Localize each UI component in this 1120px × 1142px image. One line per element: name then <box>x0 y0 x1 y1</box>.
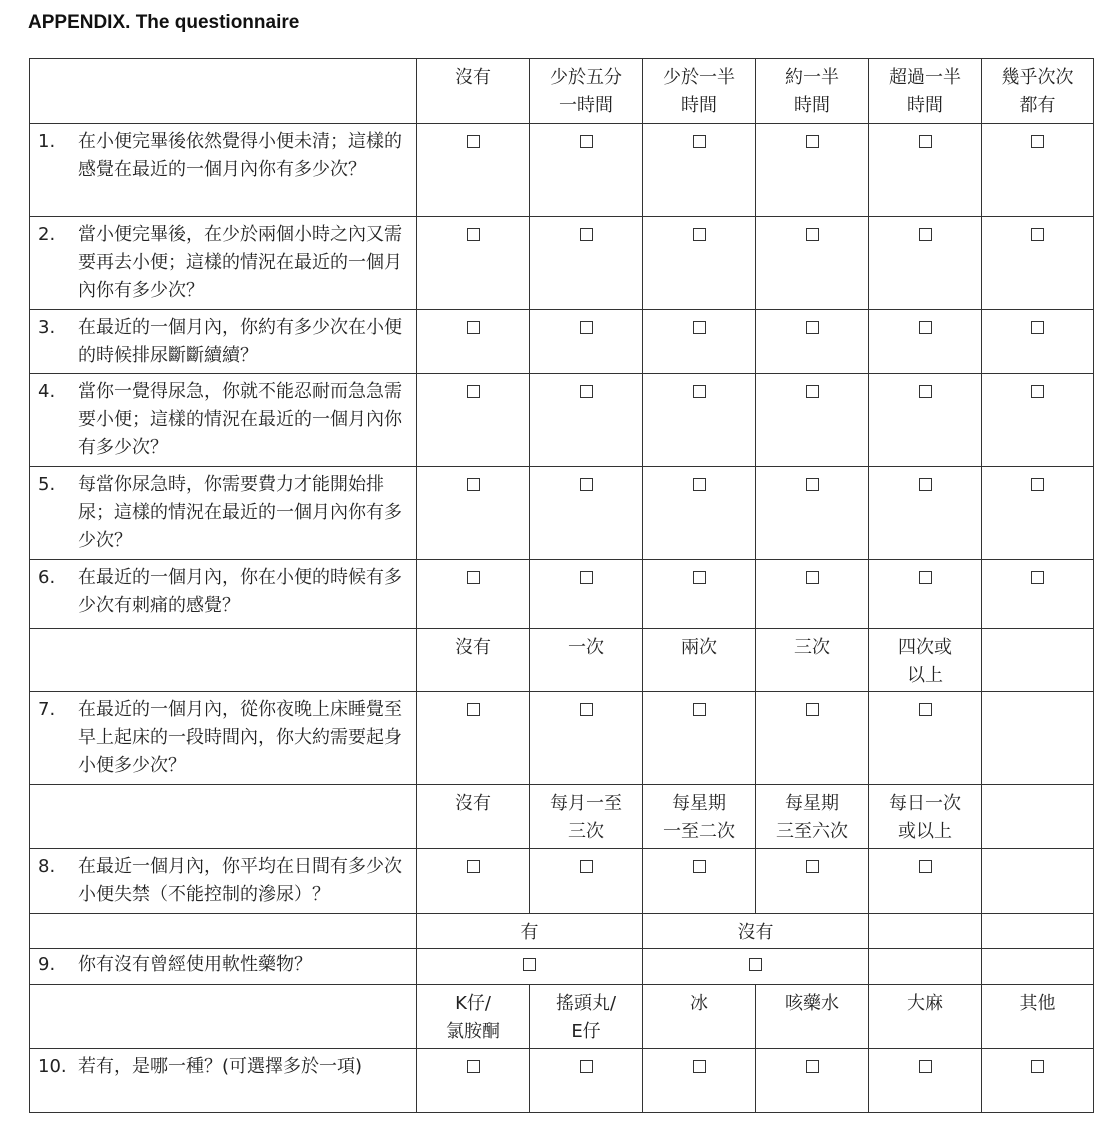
answer-option-header: 每日一次 或以上 <box>869 785 982 849</box>
answer-option-header: 咳藥水 <box>756 985 869 1049</box>
answer-checkbox[interactable] <box>1031 321 1044 334</box>
question-number: 9. <box>38 954 56 975</box>
answer-checkbox[interactable] <box>693 703 706 716</box>
question-number: 4. <box>38 381 56 402</box>
answer-cell <box>643 560 756 629</box>
answer-checkbox[interactable] <box>919 860 932 873</box>
answer-checkbox[interactable] <box>580 860 593 873</box>
answer-cell <box>417 1049 530 1113</box>
answer-checkbox[interactable] <box>919 703 932 716</box>
question-cell <box>30 692 417 785</box>
answer-cell <box>530 217 643 310</box>
answer-checkbox[interactable] <box>580 571 593 584</box>
question-number: 2. <box>38 224 56 245</box>
question-row <box>30 124 1094 217</box>
answer-checkbox[interactable] <box>806 321 819 334</box>
answer-cell <box>869 124 982 217</box>
answer-option-header: 搖頭丸/ E仔 <box>530 985 643 1049</box>
answer-checkbox[interactable] <box>1031 135 1044 148</box>
answer-cell <box>869 849 982 914</box>
answer-cell <box>643 217 756 310</box>
answer-cell <box>869 467 982 560</box>
question-text: 你有沒有曾經使用軟性藥物？ <box>78 954 312 975</box>
answer-checkbox[interactable] <box>467 571 480 584</box>
answer-checkbox[interactable] <box>1031 571 1044 584</box>
answer-checkbox[interactable] <box>693 385 706 398</box>
answer-option-header: 三次 <box>756 629 869 692</box>
question-row <box>30 1049 1094 1113</box>
answer-option-header: 每月一至 三次 <box>530 785 643 849</box>
answer-option-header: 少於一半 時間 <box>643 59 756 124</box>
answer-cell <box>530 1049 643 1113</box>
answer-checkbox[interactable] <box>919 135 932 148</box>
answer-cell <box>756 124 869 217</box>
answer-option-header <box>982 629 1094 692</box>
answer-cell <box>417 310 530 374</box>
answer-cell <box>417 217 530 310</box>
answer-checkbox[interactable] <box>1031 228 1044 241</box>
answer-cell <box>982 374 1094 467</box>
answer-checkbox[interactable] <box>523 958 536 971</box>
scale-header-row <box>30 629 1094 692</box>
question-number: 5. <box>38 474 56 495</box>
question-text: 在最近的一個月內，從你夜晚上床睡覺至早上起床的一段時間內，你大約需要起身小便多少次？ <box>78 699 402 776</box>
answer-cell <box>417 560 530 629</box>
answer-cell <box>756 467 869 560</box>
answer-option-header: 每星期 一至二次 <box>643 785 756 849</box>
answer-option-header: 少於五分 一時間 <box>530 59 643 124</box>
answer-option-header: K仔/ 氯胺酮 <box>417 985 530 1049</box>
scale-header-row <box>30 59 1094 124</box>
answer-option-header: 四次或 以上 <box>869 629 982 692</box>
answer-checkbox[interactable] <box>806 703 819 716</box>
questionnaire-table <box>29 58 1094 1113</box>
blank-cell <box>30 914 417 949</box>
answer-checkbox[interactable] <box>749 958 762 971</box>
answer-cell <box>530 692 643 785</box>
answer-cell <box>982 467 1094 560</box>
question-cell <box>30 310 417 374</box>
answer-option-header: 冰 <box>643 985 756 1049</box>
question-cell <box>30 849 417 914</box>
question-cell <box>30 1049 417 1113</box>
answer-cell <box>417 124 530 217</box>
answer-checkbox[interactable] <box>806 1060 819 1073</box>
answer-checkbox[interactable] <box>580 1060 593 1073</box>
answer-checkbox[interactable] <box>806 385 819 398</box>
answer-checkbox[interactable] <box>1031 385 1044 398</box>
answer-checkbox[interactable] <box>693 321 706 334</box>
question-row <box>30 374 1094 467</box>
answer-checkbox[interactable] <box>919 321 932 334</box>
answer-checkbox[interactable] <box>467 385 480 398</box>
answer-cell <box>869 1049 982 1113</box>
answer-checkbox[interactable] <box>467 478 480 491</box>
question-text: 在最近一個月內，你平均在日間有多少次小便失禁（不能控制的滲尿）？ <box>78 856 402 905</box>
answer-checkbox[interactable] <box>806 135 819 148</box>
blank-cell <box>982 692 1094 785</box>
answer-checkbox[interactable] <box>919 1060 932 1073</box>
answer-checkbox[interactable] <box>806 571 819 584</box>
answer-cell <box>643 849 756 914</box>
answer-cell <box>417 467 530 560</box>
answer-option-header: 沒有 <box>417 59 530 124</box>
answer-cell <box>530 374 643 467</box>
answer-checkbox[interactable] <box>580 385 593 398</box>
answer-checkbox[interactable] <box>467 860 480 873</box>
answer-option-header: 兩次 <box>643 629 756 692</box>
question-text: 在最近的一個月內，你約有多少次在小便的時候排尿斷斷續續？ <box>78 317 402 366</box>
answer-checkbox[interactable] <box>467 703 480 716</box>
answer-option-header: 每星期 三至六次 <box>756 785 869 849</box>
question-row <box>30 467 1094 560</box>
answer-cell <box>643 949 869 985</box>
answer-cell <box>530 124 643 217</box>
answer-cell <box>756 849 869 914</box>
question-row <box>30 692 1094 785</box>
answer-checkbox[interactable] <box>806 860 819 873</box>
question-cell <box>30 217 417 310</box>
question-number: 10. <box>38 1056 67 1077</box>
blank-cell <box>30 629 417 692</box>
answer-checkbox[interactable] <box>919 571 932 584</box>
question-cell <box>30 467 417 560</box>
answer-option-header: 其他 <box>982 985 1094 1049</box>
answer-cell <box>417 849 530 914</box>
answer-checkbox[interactable] <box>580 478 593 491</box>
answer-checkbox[interactable] <box>919 228 932 241</box>
blank-cell <box>869 949 982 985</box>
answer-option-header: 大麻 <box>869 985 982 1049</box>
answer-option-header: 一次 <box>530 629 643 692</box>
answer-option-header: 幾乎次次 都有 <box>982 59 1094 124</box>
question-text: 每當你尿急時，你需要費力才能開始排尿；這樣的情況在最近的一個月內你有多少次？ <box>78 474 402 551</box>
answer-checkbox[interactable] <box>580 135 593 148</box>
answer-cell <box>869 374 982 467</box>
blank-cell <box>982 849 1094 914</box>
answer-cell <box>530 849 643 914</box>
answer-cell <box>417 692 530 785</box>
answer-cell <box>756 692 869 785</box>
answer-checkbox[interactable] <box>919 385 932 398</box>
answer-cell <box>643 374 756 467</box>
answer-option-header: 有 <box>417 914 643 949</box>
answer-option-header: 沒有 <box>417 785 530 849</box>
question-text: 若有，是哪一種？(可選擇多於一項) <box>78 1056 363 1077</box>
answer-cell <box>417 374 530 467</box>
answer-checkbox[interactable] <box>693 860 706 873</box>
answer-checkbox[interactable] <box>1031 478 1044 491</box>
question-text: 當小便完畢後，在少於兩個小時之內又需要再去小便；這樣的情況在最近的一個月內你有多少次？ <box>78 224 402 301</box>
answer-cell <box>643 692 756 785</box>
question-row <box>30 849 1094 914</box>
answer-cell <box>756 310 869 374</box>
answer-cell <box>530 467 643 560</box>
blank-cell <box>30 59 417 124</box>
question-number: 8. <box>38 856 56 877</box>
answer-option-header <box>982 785 1094 849</box>
answer-cell <box>982 1049 1094 1113</box>
answer-cell <box>756 374 869 467</box>
answer-cell <box>982 124 1094 217</box>
answer-option-header: 沒有 <box>643 914 869 949</box>
answer-cell <box>869 692 982 785</box>
question-cell <box>30 374 417 467</box>
answer-checkbox[interactable] <box>467 135 480 148</box>
question-text: 當你一覺得尿急，你就不能忍耐而急急需要小便；這樣的情況在最近的一個月內你有多少次？ <box>78 381 402 458</box>
answer-cell <box>530 310 643 374</box>
question-row <box>30 949 1094 985</box>
scale-header-row <box>30 785 1094 849</box>
answer-checkbox[interactable] <box>467 228 480 241</box>
question-number: 3. <box>38 317 56 338</box>
answer-cell <box>982 310 1094 374</box>
answer-cell <box>982 560 1094 629</box>
answer-checkbox[interactable] <box>806 478 819 491</box>
answer-cell <box>643 467 756 560</box>
answer-option-header: 約一半 時間 <box>756 59 869 124</box>
scale-header-row <box>30 985 1094 1049</box>
question-number: 6. <box>38 567 56 588</box>
answer-cell <box>643 124 756 217</box>
answer-checkbox[interactable] <box>693 571 706 584</box>
answer-checkbox[interactable] <box>693 478 706 491</box>
blank-cell <box>30 985 417 1049</box>
answer-cell <box>643 310 756 374</box>
answer-cell <box>643 1049 756 1113</box>
answer-cell <box>756 217 869 310</box>
scale-header-row <box>30 914 1094 949</box>
blank-cell <box>982 914 1094 949</box>
answer-cell <box>869 310 982 374</box>
question-cell <box>30 949 417 985</box>
question-cell <box>30 124 417 217</box>
answer-checkbox[interactable] <box>580 703 593 716</box>
answer-cell <box>982 217 1094 310</box>
question-text: 在最近的一個月內，你在小便的時候有多少次有刺痛的感覺？ <box>78 567 402 616</box>
answer-checkbox[interactable] <box>806 228 819 241</box>
question-row <box>30 217 1094 310</box>
blank-cell <box>30 785 417 849</box>
answer-checkbox[interactable] <box>580 228 593 241</box>
answer-option-header: 沒有 <box>417 629 530 692</box>
answer-checkbox[interactable] <box>1031 1060 1044 1073</box>
answer-checkbox[interactable] <box>919 478 932 491</box>
question-row <box>30 310 1094 374</box>
answer-cell <box>530 560 643 629</box>
blank-cell <box>869 914 982 949</box>
question-text: 在小便完畢後依然覺得小便未清；這樣的感覺在最近的一個月內你有多少次？ <box>78 131 402 180</box>
answer-cell <box>756 560 869 629</box>
answer-checkbox[interactable] <box>693 228 706 241</box>
answer-option-header: 超過一半 時間 <box>869 59 982 124</box>
blank-cell <box>982 949 1094 985</box>
answer-cell <box>756 1049 869 1113</box>
answer-checkbox[interactable] <box>693 1060 706 1073</box>
answer-checkbox[interactable] <box>693 135 706 148</box>
question-cell <box>30 560 417 629</box>
answer-checkbox[interactable] <box>580 321 593 334</box>
answer-checkbox[interactable] <box>467 1060 480 1073</box>
question-number: 7. <box>38 699 56 720</box>
answer-cell <box>869 217 982 310</box>
answer-checkbox[interactable] <box>467 321 480 334</box>
answer-cell <box>417 949 643 985</box>
question-row <box>30 560 1094 629</box>
answer-cell <box>869 560 982 629</box>
page-title: APPENDIX. The questionnaire <box>28 12 300 33</box>
question-number: 1. <box>38 131 56 152</box>
